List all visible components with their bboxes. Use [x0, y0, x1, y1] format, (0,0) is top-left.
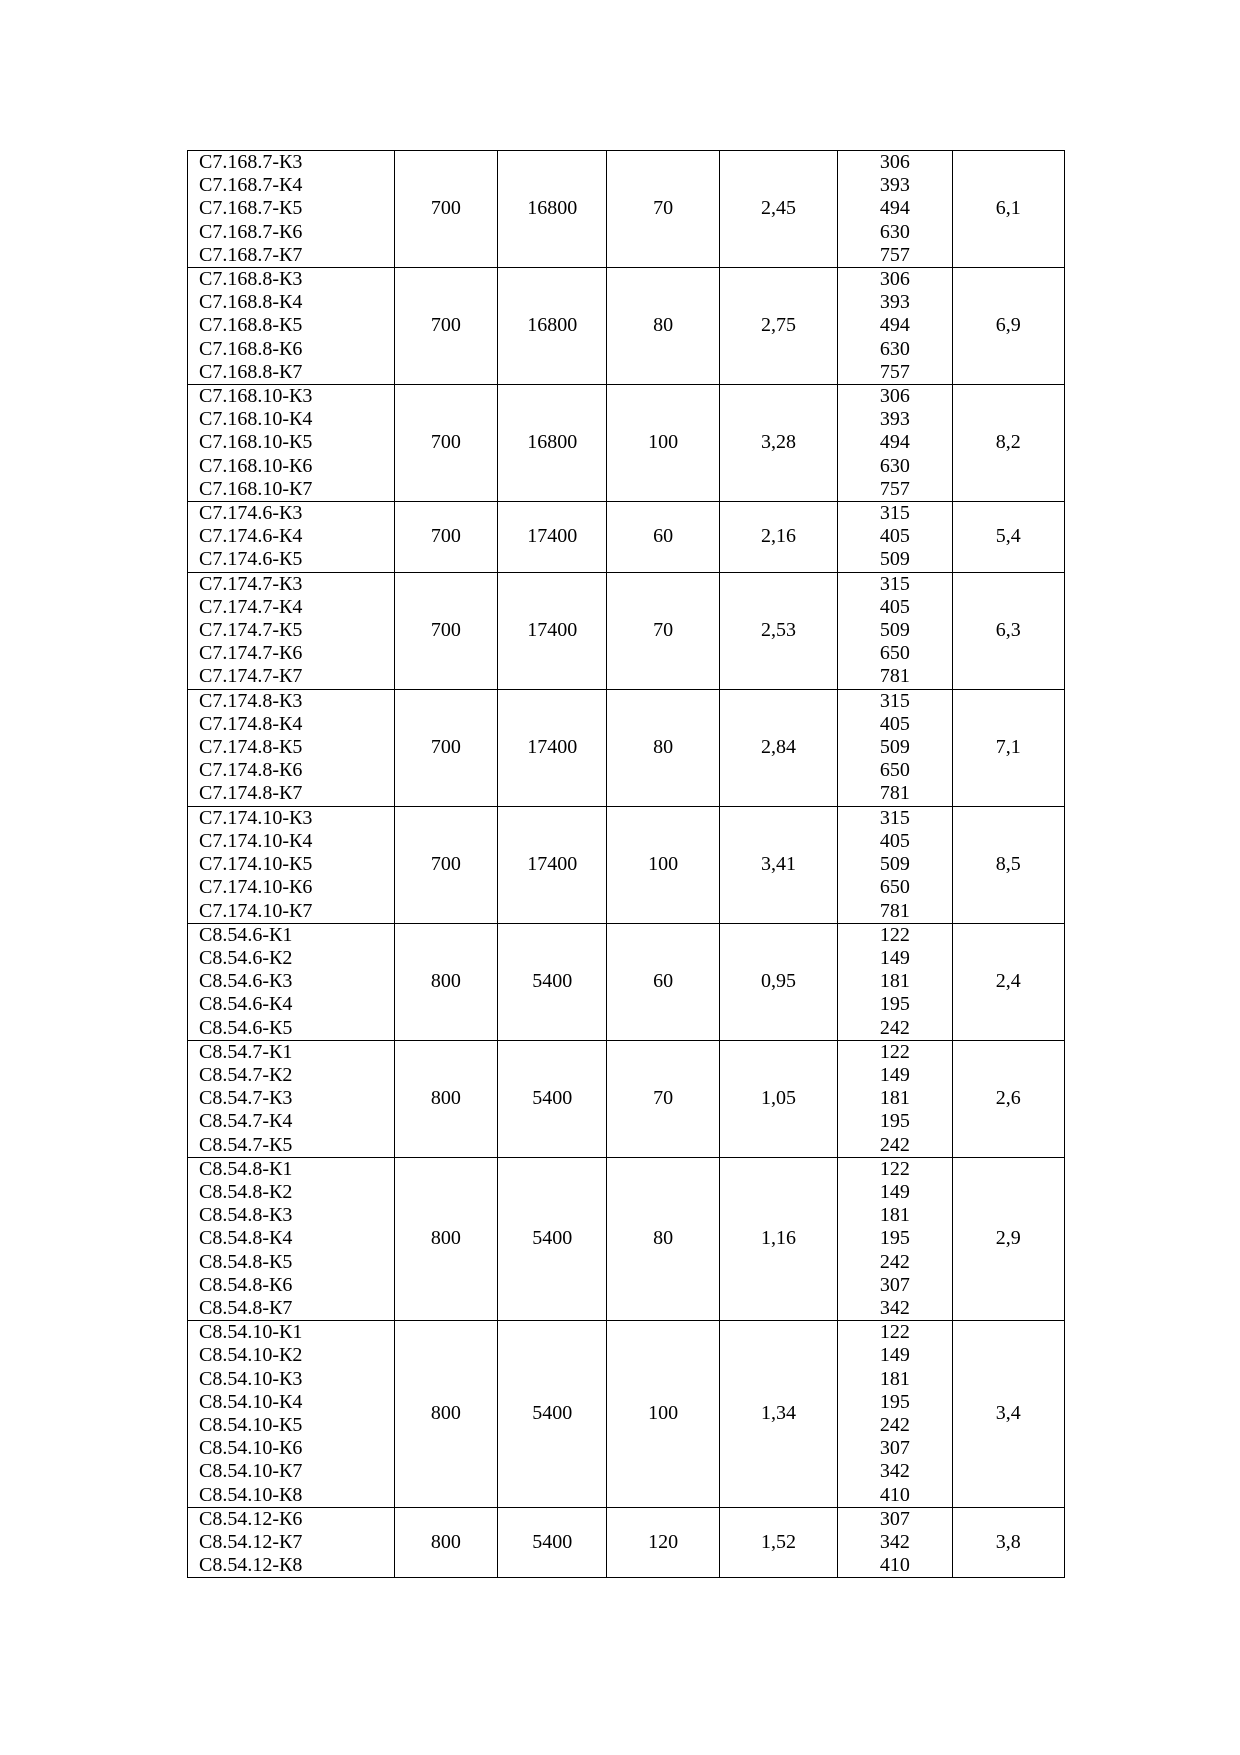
volume-cell: 1,34: [719, 1321, 837, 1508]
loads-cell: [838, 1507, 952, 1578]
volume-cell: 2,16: [719, 502, 837, 573]
load-value: 410: [879, 1554, 910, 1577]
volume-cell: 2,53: [719, 572, 837, 689]
table-row: [188, 923, 1065, 1040]
load-value: 509: [879, 853, 910, 876]
length-cell: 16800: [498, 151, 607, 268]
load-value: 122: [879, 1321, 910, 1344]
product-marks-cell: [188, 385, 395, 502]
width-cell: 700: [394, 806, 497, 923]
mass-cell: 7,1: [952, 689, 1064, 806]
product-mark: С7.174.10-К7: [199, 899, 313, 922]
width-cell: 700: [394, 572, 497, 689]
load-value: 315: [879, 806, 910, 829]
product-mark: С8.54.12-К7: [199, 1530, 303, 1553]
load-value: 630: [879, 220, 910, 243]
table-row: [188, 1040, 1065, 1157]
product-mark: С7.168.8-К3: [199, 268, 303, 291]
product-mark: С7.174.7-К7: [199, 665, 303, 688]
length-cell: 17400: [498, 689, 607, 806]
product-mark: С7.174.6-К4: [199, 525, 303, 548]
table-row: [188, 572, 1065, 689]
load-value: 650: [879, 759, 910, 782]
load-value: 494: [879, 197, 910, 220]
load-value: 307: [879, 1437, 910, 1460]
loads-cell: [838, 689, 952, 806]
product-mark: С7.168.10-К7: [199, 477, 313, 500]
volume-cell: 2,84: [719, 689, 837, 806]
load-value: 149: [879, 1063, 910, 1086]
product-mark: С8.54.6-К5: [199, 1016, 293, 1039]
thickness-cell: 70: [607, 151, 719, 268]
table-row: [188, 1157, 1065, 1320]
product-mark: С7.168.7-К4: [199, 174, 303, 197]
thickness-cell: 100: [607, 806, 719, 923]
load-value: 757: [879, 360, 910, 383]
product-mark: С7.168.7-К3: [199, 151, 303, 173]
load-value: 405: [879, 525, 910, 548]
volume-cell: 1,52: [719, 1507, 837, 1578]
product-mark: С7.174.7-К6: [199, 642, 303, 665]
load-value: 650: [879, 876, 910, 899]
table-row: [188, 151, 1065, 268]
width-cell: 700: [394, 689, 497, 806]
thickness-cell: 100: [607, 1321, 719, 1508]
mass-cell: 8,2: [952, 385, 1064, 502]
volume-cell: 0,95: [719, 923, 837, 1040]
product-mark: С8.54.10-К5: [199, 1413, 303, 1436]
product-mark: С8.54.8-К7: [199, 1296, 293, 1319]
loads-cell: [838, 1321, 952, 1508]
load-value: 494: [879, 431, 910, 454]
load-value: 630: [879, 454, 910, 477]
loads-cell: [838, 151, 952, 268]
load-value: 405: [879, 829, 910, 852]
table-row: [188, 1507, 1065, 1578]
load-value: 757: [879, 477, 910, 500]
loads-cell: [838, 923, 952, 1040]
product-mark: С8.54.8-К3: [199, 1204, 293, 1227]
load-value: 405: [879, 712, 910, 735]
mass-cell: 6,1: [952, 151, 1064, 268]
product-mark: С7.168.8-К7: [199, 360, 303, 383]
load-value: 149: [879, 1180, 910, 1203]
product-mark: С8.54.7-К4: [199, 1110, 293, 1133]
width-cell: 700: [394, 268, 497, 385]
load-value: 306: [879, 268, 910, 291]
volume-cell: 3,28: [719, 385, 837, 502]
load-value: 122: [879, 1157, 910, 1180]
length-cell: 5400: [498, 1507, 607, 1578]
product-mark: С8.54.10-К3: [199, 1367, 303, 1390]
product-marks-cell: [188, 1507, 395, 1578]
length-cell: 16800: [498, 385, 607, 502]
mass-cell: 6,3: [952, 572, 1064, 689]
product-mark: С8.54.8-К2: [199, 1180, 293, 1203]
load-value: 315: [879, 689, 910, 712]
thickness-cell: 120: [607, 1507, 719, 1578]
volume-cell: 1,05: [719, 1040, 837, 1157]
loads-cell: [838, 385, 952, 502]
load-value: 393: [879, 408, 910, 431]
load-value: 405: [879, 595, 910, 618]
load-value: 122: [879, 1040, 910, 1063]
product-mark: С7.168.10-К3: [199, 385, 313, 408]
product-mark: С7.174.8-К5: [199, 736, 303, 759]
width-cell: 700: [394, 151, 497, 268]
product-mark: С8.54.10-К6: [199, 1437, 303, 1460]
load-value: 315: [879, 502, 910, 525]
load-value: 306: [879, 385, 910, 408]
load-value: 195: [879, 1227, 910, 1250]
mass-cell: 2,6: [952, 1040, 1064, 1157]
product-marks-cell: [188, 502, 395, 573]
load-value: 781: [879, 782, 910, 805]
load-value: 306: [879, 151, 910, 173]
length-cell: 5400: [498, 923, 607, 1040]
load-value: 242: [879, 1016, 910, 1039]
product-mark: С8.54.10-К4: [199, 1390, 303, 1413]
length-cell: 5400: [498, 1157, 607, 1320]
product-mark: С8.54.10-К7: [199, 1460, 303, 1483]
load-value: 509: [879, 548, 910, 571]
length-cell: 5400: [498, 1040, 607, 1157]
volume-cell: 1,16: [719, 1157, 837, 1320]
product-mark: С8.54.7-К1: [199, 1040, 293, 1063]
loads-cell: [838, 268, 952, 385]
product-mark: С8.54.8-К6: [199, 1273, 293, 1296]
loads-cell: [838, 806, 952, 923]
product-mark: С7.174.10-К5: [199, 853, 313, 876]
load-value: 181: [879, 1087, 910, 1110]
product-marks-cell: [188, 268, 395, 385]
thickness-cell: 60: [607, 923, 719, 1040]
mass-cell: 3,8: [952, 1507, 1064, 1578]
product-marks-cell: [188, 1157, 395, 1320]
load-value: 410: [879, 1483, 910, 1506]
load-value: 494: [879, 314, 910, 337]
product-mark: С8.54.10-К8: [199, 1483, 303, 1506]
product-mark: С7.174.8-К6: [199, 759, 303, 782]
table-body: [188, 151, 1065, 1578]
loads-cell: [838, 1157, 952, 1320]
thickness-cell: 80: [607, 1157, 719, 1320]
load-value: 149: [879, 946, 910, 969]
load-value: 181: [879, 1204, 910, 1227]
product-mark: С8.54.8-К5: [199, 1250, 293, 1273]
load-value: 781: [879, 899, 910, 922]
load-value: 509: [879, 736, 910, 759]
load-value: 242: [879, 1413, 910, 1436]
product-mark: С7.168.10-К5: [199, 431, 313, 454]
product-marks-cell: [188, 572, 395, 689]
load-value: 195: [879, 1390, 910, 1413]
thickness-cell: 70: [607, 572, 719, 689]
load-value: 122: [879, 923, 910, 946]
product-mark: С8.54.7-К3: [199, 1087, 293, 1110]
product-mark: С8.54.6-К2: [199, 946, 293, 969]
table-row: [188, 689, 1065, 806]
product-mark: С8.54.12-К8: [199, 1554, 303, 1577]
load-value: 757: [879, 243, 910, 266]
table-row: [188, 268, 1065, 385]
mass-cell: 8,5: [952, 806, 1064, 923]
product-mark: С8.54.6-К3: [199, 970, 293, 993]
load-value: 307: [879, 1273, 910, 1296]
length-cell: 17400: [498, 502, 607, 573]
load-value: 315: [879, 572, 910, 595]
product-marks-cell: [188, 689, 395, 806]
product-mark: С7.168.8-К5: [199, 314, 303, 337]
load-value: 307: [879, 1507, 910, 1530]
product-mark: С7.168.7-К6: [199, 220, 303, 243]
product-mark: С7.174.7-К4: [199, 595, 303, 618]
product-marks-cell: [188, 923, 395, 1040]
product-mark: С7.174.6-К3: [199, 502, 303, 525]
product-mark: С7.174.8-К7: [199, 782, 303, 805]
product-mark: С7.168.7-К7: [199, 243, 303, 266]
width-cell: 800: [394, 1321, 497, 1508]
thickness-cell: 70: [607, 1040, 719, 1157]
thickness-cell: 80: [607, 689, 719, 806]
width-cell: 800: [394, 1507, 497, 1578]
width-cell: 700: [394, 502, 497, 573]
mass-cell: 6,9: [952, 268, 1064, 385]
load-value: 242: [879, 1133, 910, 1156]
thickness-cell: 80: [607, 268, 719, 385]
volume-cell: 2,75: [719, 268, 837, 385]
width-cell: 800: [394, 1040, 497, 1157]
width-cell: 800: [394, 1157, 497, 1320]
load-value: 242: [879, 1250, 910, 1273]
length-cell: 5400: [498, 1321, 607, 1508]
load-value: 393: [879, 291, 910, 314]
load-value: 342: [879, 1460, 910, 1483]
load-value: 181: [879, 1367, 910, 1390]
product-mark: С7.168.10-К4: [199, 408, 313, 431]
product-mark: С7.174.10-К6: [199, 876, 313, 899]
load-value: 195: [879, 993, 910, 1016]
load-value: 509: [879, 619, 910, 642]
product-marks-cell: [188, 1040, 395, 1157]
product-mark: С8.54.12-К6: [199, 1507, 303, 1530]
loads-cell: [838, 1040, 952, 1157]
thickness-cell: 60: [607, 502, 719, 573]
product-mark: С8.54.10-К1: [199, 1321, 303, 1344]
volume-cell: 3,41: [719, 806, 837, 923]
width-cell: 700: [394, 385, 497, 502]
product-marks-cell: [188, 151, 395, 268]
load-value: 195: [879, 1110, 910, 1133]
product-mark: С8.54.6-К1: [199, 923, 293, 946]
thickness-cell: 100: [607, 385, 719, 502]
width-cell: 800: [394, 923, 497, 1040]
load-value: 630: [879, 337, 910, 360]
product-marks-cell: [188, 1321, 395, 1508]
product-mark: С7.174.10-К3: [199, 806, 313, 829]
product-mark: С7.174.6-К5: [199, 548, 303, 571]
spec-table: [187, 150, 1065, 1578]
load-value: 650: [879, 642, 910, 665]
product-mark: С7.174.8-К4: [199, 712, 303, 735]
product-mark: С8.54.8-К1: [199, 1157, 293, 1180]
mass-cell: 2,4: [952, 923, 1064, 1040]
product-mark: С7.168.10-К6: [199, 454, 313, 477]
product-mark: С8.54.10-К2: [199, 1344, 303, 1367]
load-value: 393: [879, 174, 910, 197]
product-mark: С7.174.7-К5: [199, 619, 303, 642]
table-row: [188, 385, 1065, 502]
product-mark: С8.54.6-К4: [199, 993, 293, 1016]
load-value: 781: [879, 665, 910, 688]
mass-cell: 2,9: [952, 1157, 1064, 1320]
product-mark: С7.174.8-К3: [199, 689, 303, 712]
load-value: 342: [879, 1530, 910, 1553]
load-value: 342: [879, 1296, 910, 1319]
product-mark: С7.174.10-К4: [199, 829, 313, 852]
product-mark: С8.54.8-К4: [199, 1227, 293, 1250]
length-cell: 16800: [498, 268, 607, 385]
product-mark: С7.168.7-К5: [199, 197, 303, 220]
loads-cell: [838, 502, 952, 573]
product-mark: С8.54.7-К2: [199, 1063, 293, 1086]
product-mark: С8.54.7-К5: [199, 1133, 293, 1156]
length-cell: 17400: [498, 806, 607, 923]
product-mark: С7.168.8-К6: [199, 337, 303, 360]
load-value: 181: [879, 970, 910, 993]
length-cell: 17400: [498, 572, 607, 689]
volume-cell: 2,45: [719, 151, 837, 268]
mass-cell: 5,4: [952, 502, 1064, 573]
table-row: [188, 806, 1065, 923]
load-value: 149: [879, 1344, 910, 1367]
product-marks-cell: [188, 806, 395, 923]
table-row: [188, 1321, 1065, 1508]
product-mark: С7.168.8-К4: [199, 291, 303, 314]
loads-cell: [838, 572, 952, 689]
table-row: [188, 502, 1065, 573]
product-mark: С7.174.7-К3: [199, 572, 303, 595]
mass-cell: 3,4: [952, 1321, 1064, 1508]
